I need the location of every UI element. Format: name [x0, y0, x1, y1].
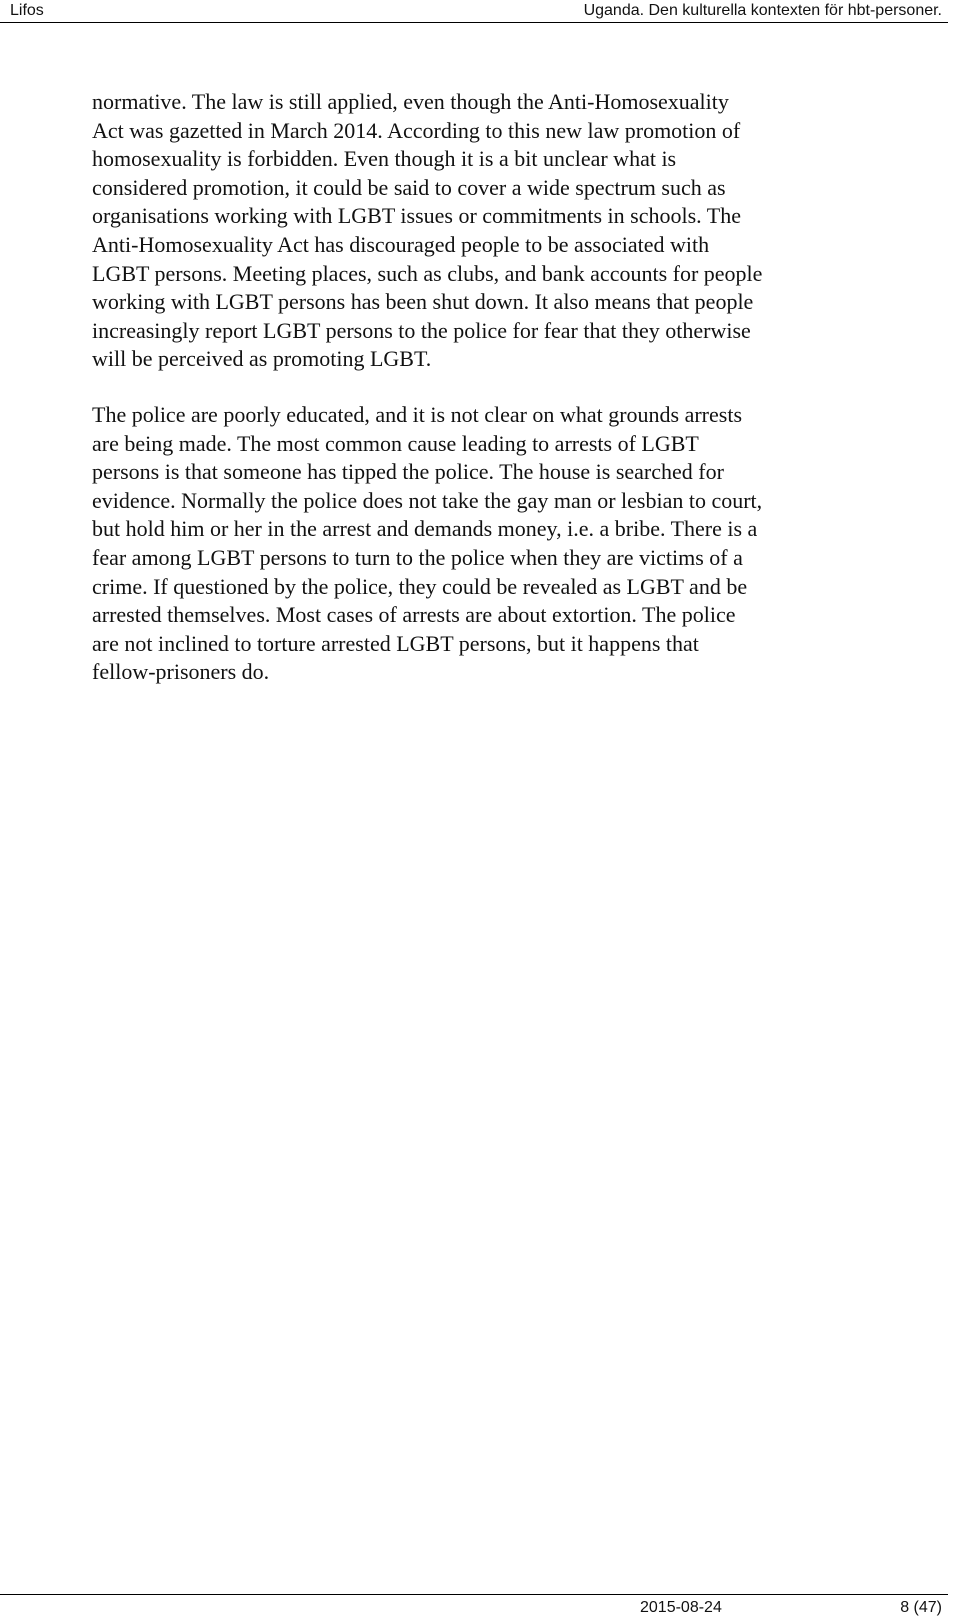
paragraph: [92, 401, 852, 687]
text-line: evidence. Normally the police does not take the gay man or lesbian to court,: [92, 487, 763, 513]
text-line: organisations working with LGBT issues or commitments in schools. The: [92, 203, 741, 229]
text-line: The police are poorly educated, and it is not clear on what grounds arrests: [92, 401, 742, 427]
text-line: Anti-Homosexuality Act has discouraged people to be associated with: [92, 231, 710, 257]
text-line: are being made. The most common cause leading to arrests of LGBT: [92, 430, 699, 456]
text-line: considered promotion, it could be said to cover a wide spectrum such as: [92, 174, 726, 200]
text-line: but hold him or her in the arrest and demands money, i.e. a bribe. There is a: [92, 516, 758, 542]
page-footer: [0, 1594, 948, 1621]
footer-date: 2015-08-24: [640, 1599, 722, 1616]
text-line: homosexuality is forbidden. Even though it is a bit unclear what is: [92, 146, 677, 172]
document-body: [92, 88, 852, 714]
text-line: persons is that someone has tipped the police. The house is searched for: [92, 459, 724, 485]
text-line: fellow-prisoners do.: [92, 659, 270, 685]
text-line: Act was gazetted in March 2014. According to this new law promotion of: [92, 117, 741, 143]
text-line: working with LGBT persons has been shut down. It also means that people: [92, 289, 754, 315]
header-title: Uganda. Den kulturella kontexten för hbt-personer.: [583, 2, 942, 19]
text-line: fear among LGBT persons to turn to the police when they are victims of a: [92, 544, 743, 570]
paragraph: [92, 88, 852, 374]
text-line: arrested themselves. Most cases of arrests are about extortion. The police: [92, 602, 736, 628]
text-line: will be perceived as promoting LGBT.: [92, 346, 432, 372]
text-line: crime. If questioned by the police, they could be revealed as LGBT and be: [92, 573, 748, 599]
page-number: 8 (47): [900, 1599, 942, 1616]
text-line: are not inclined to torture arrested LGBT persons, but it happens that: [92, 630, 699, 656]
text-line: increasingly report LGBT persons to the police for fear that they otherwise: [92, 317, 751, 343]
text-line: LGBT persons. Meeting places, such as clubs, and bank accounts for people: [92, 260, 763, 286]
page-header: [0, 0, 948, 23]
header-org: Lifos: [10, 2, 44, 19]
text-line: normative. The law is still applied, even though the Anti-Homosexuality: [92, 89, 729, 114]
